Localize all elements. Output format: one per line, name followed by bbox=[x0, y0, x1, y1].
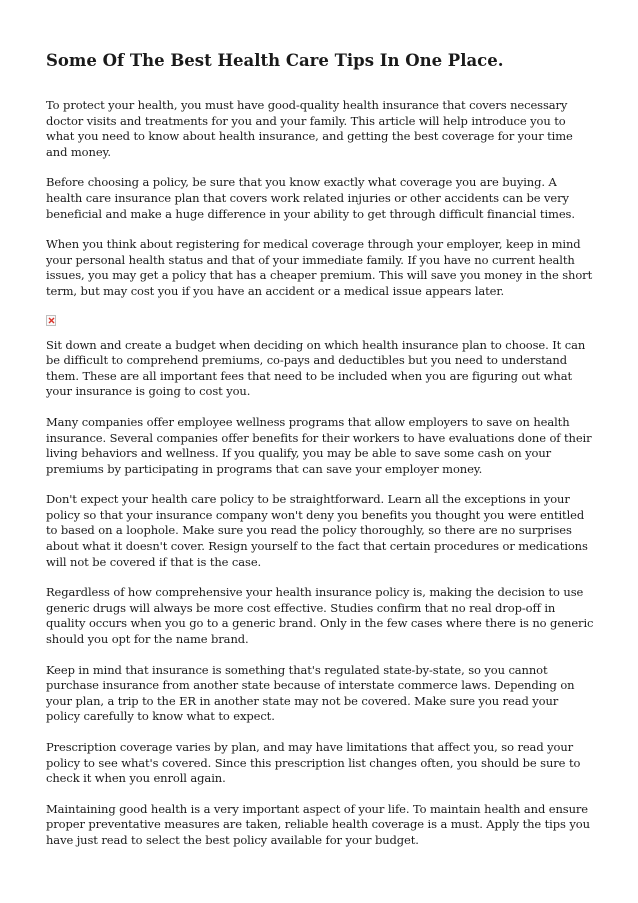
paragraph: Maintaining good health is a very important aspect of your life. To maintain health and ensure proper preventative measures are taken, reliable health coverage is a must. Apply the tips you have just read to select the best policy available for your budget. bbox=[46, 801, 590, 847]
paragraph: Sit down and create a budget when deciding on which health insurance plan to choose. It can be difficult to comprehend premiums, co-pays and deductibles but you need to understand them. These are all important fees that need to be included when you are figuring out what your insurance is going to cost you. bbox=[46, 337, 586, 399]
document-title: Some Of The Best Health Care Tips In One Place. bbox=[46, 51, 504, 70]
broken-image-icon bbox=[46, 315, 56, 326]
paragraph: Before choosing a policy, be sure that you know exactly what coverage you are buying. A health care insurance plan that covers work related injuries or other accidents can be very beneficial and make a huge difference in your ability to get through difficult financial times. bbox=[46, 175, 575, 221]
paragraph: When you think about registering for medical coverage through your employer, keep in mind your personal health status and that of your immediate family. If you have no current health issues, you may get a policy that has a cheaper premium. This will save you money in the short term, but may cost you if you have an accident or a medical issue appears later. bbox=[46, 237, 593, 298]
document-page bbox=[46, 50, 594, 864]
broken-image-x-mark bbox=[48, 317, 55, 324]
paragraph: Keep in mind that insurance is something that's regulated state-by-state, so you cannot purchase insurance from another state because of interstate commerce laws. Depending on your plan, a trip to the ER in another state may not be covered. Make sure you read your policy carefully to know what to expect. bbox=[46, 662, 575, 724]
paragraph: To protect your health, you must have good-quality health insurance that covers necessary doctor visits and treatments for you and your family. This article will help introduce you to what you need to know about health insurance, and getting the best coverage for your time and money. bbox=[46, 98, 573, 159]
paragraph: Don't expect your health care policy to be straightforward. Learn all the exceptions in your policy so that your insurance company won't deny you benefits you thought you were entitled to based on a loophole. Make sure you read the policy thoroughly, so there are no surprises about what it doesn't cover. Resign yourself to the fact that certain procedures or medications will not be covered if that is the case. bbox=[46, 492, 588, 569]
paragraph: Regardless of how comprehensive your health insurance policy is, making the decision to use generic drugs will always be more cost effective. Studies confirm that no real drop-off in quality occurs when you go to a generic brand. Only in the few cases where there is no generic should you opt for the name brand. bbox=[46, 585, 594, 647]
paragraph: Prescription coverage varies by plan, and may have limitations that affect you, so read your policy to see what's covered. Since this prescription list changes often, you should be sure to check it when you enroll again. bbox=[46, 740, 581, 786]
paragraph: Many companies offer employee wellness programs that allow employers to save on health insurance. Several companies offer benefits for their workers to have evaluations done of their living behaviors and wellness. If you qualify, you may be able to save some cash on your premiums by participating in programs that can save your employer money. bbox=[46, 414, 592, 476]
